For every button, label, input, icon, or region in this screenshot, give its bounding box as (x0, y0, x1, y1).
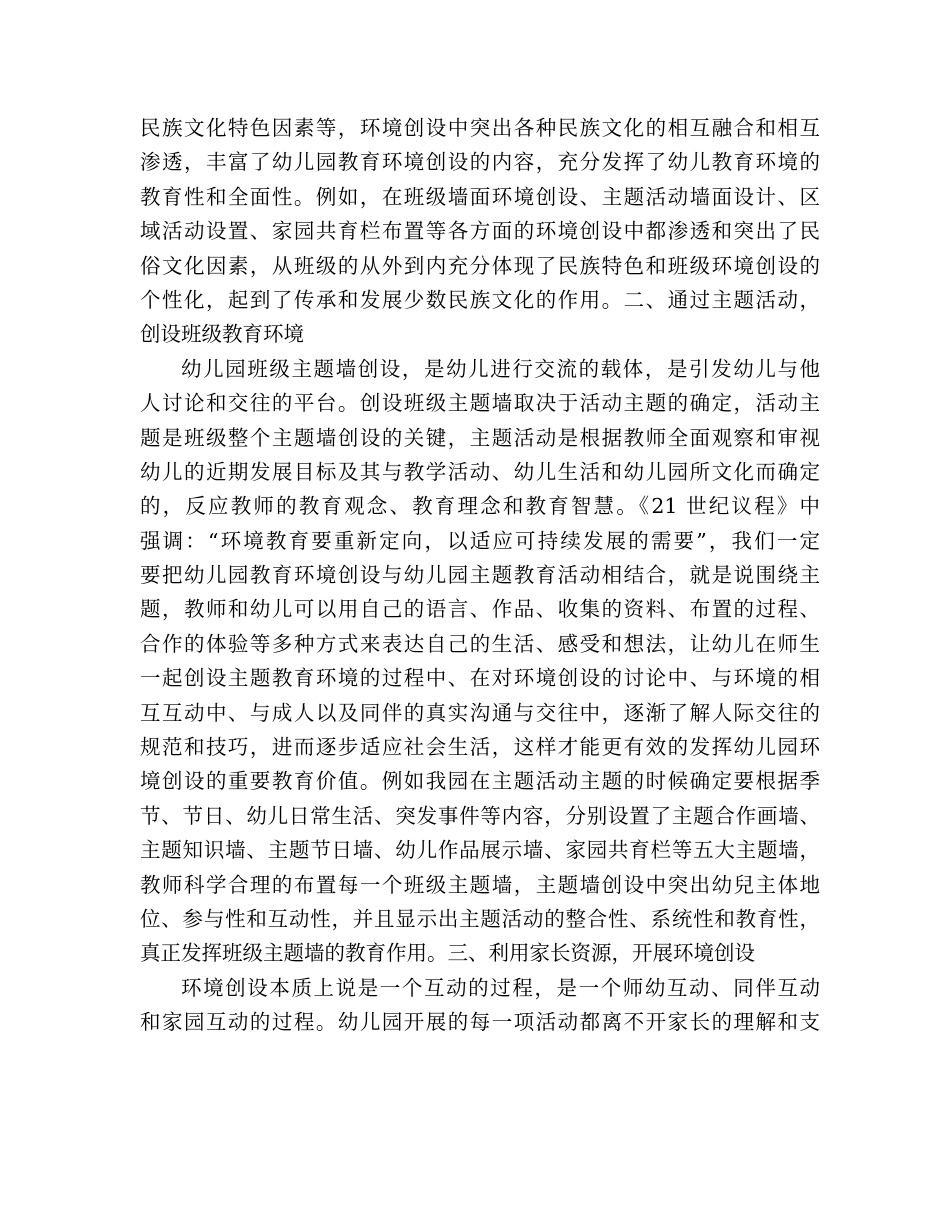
text-line: 一起创设主题教育环境的过程中、在对环境创设的讨论中、与环境的相 (140, 666, 820, 691)
text-line: 教育性和全面性。例如，在班级墙面环境创设、主题活动墙面设计、区 (140, 184, 820, 209)
text-line: 节、节日、幼儿日常生活、突发事件等内容，分别设置了主题合作画墙、 (140, 803, 820, 828)
text-line: 规范和技巧，进而逐步适应社会生活，这样才能更有效的发挥幼儿园环 (140, 735, 820, 760)
text-line: 渗透，丰富了幼儿园教育环境创设的内容，充分发挥了幼儿教育环境的 (140, 150, 820, 175)
text-line: 位、参与性和互动性，并且显示出主题活动的整合性、系统性和教育性， (140, 906, 820, 931)
paragraph-first-line: 幼儿园班级主题墙创设，是幼儿进行交流的载体，是引发幼儿与他 (181, 356, 820, 381)
text-line: 和家园互动的过程。幼儿园开展的每一项活动都离不开家长的理解和支 (140, 1010, 820, 1035)
text-line: 的，反应教师的教育观念、教育理念和教育智慧。《21 世纪议程》中 (140, 494, 820, 519)
text-line: 俗文化因素，从班级的从外到内充分体现了民族特色和班级环境创设的 (140, 253, 820, 278)
text-line: 合作的体验等多种方式来表达自己的生活、感受和想法，让幼儿在师生 (140, 631, 820, 656)
text-line: 民族文化特色因素等，环境创设中突出各种民族文化的相互融合和相互 (140, 116, 820, 140)
text-line: 要把幼儿园教育环境创设与幼儿园主题教育活动相结合，就是说围绕主 (140, 563, 820, 588)
text-line: 创设班级教育环境 (140, 322, 304, 347)
text-line: 题，教师和幼儿可以用自己的语言、作品、收集的资料、布置的过程、 (140, 597, 820, 622)
text-line: 人讨论和交往的平台。创设班级主题墙取决于活动主题的确定，活动主 (140, 391, 820, 416)
text-line: 真正发挥班级主题墙的教育作用。三、利用家长资源，开展环境创设 (140, 941, 755, 966)
text-line: 幼儿的近期发展目标及其与教学活动、幼儿生活和幼儿园所文化而确定 (140, 459, 820, 484)
text-line: 主题知识墙、主题节日墙、幼儿作品展示墙、家园共育栏等五大主题墙， (140, 838, 820, 863)
text-line: 个性化，起到了传承和发展少数民族文化的作用。二、通过主题活动， (140, 287, 820, 312)
document-body (140, 111, 820, 1040)
paragraph-first-line: 环境创设本质上说是一个互动的过程，是一个师幼互动、同伴互动 (181, 975, 820, 1000)
text-line: 强调：“环境教育要重新定向，以适应可持续发展的需要”，我们一定 (140, 528, 820, 553)
text-line: 题是班级整个主题墙创设的关键，主题活动是根据教师全面观察和审视 (140, 425, 820, 450)
text-line: 教师科学合理的布置每一个班级主题墙，主题墙创设中突出幼兒主体地 (140, 872, 820, 897)
text-line: 境创设的重要教育价值。例如我园在主题活动主题的时候确定要根据季 (140, 769, 820, 794)
text-line: 域活动设置、家园共育栏布置等各方面的环境创设中都渗透和突出了民 (140, 219, 820, 244)
text-line: 互互动中、与成人以及同伴的真实沟通与交往中，逐渐了解人际交往的 (140, 700, 820, 725)
